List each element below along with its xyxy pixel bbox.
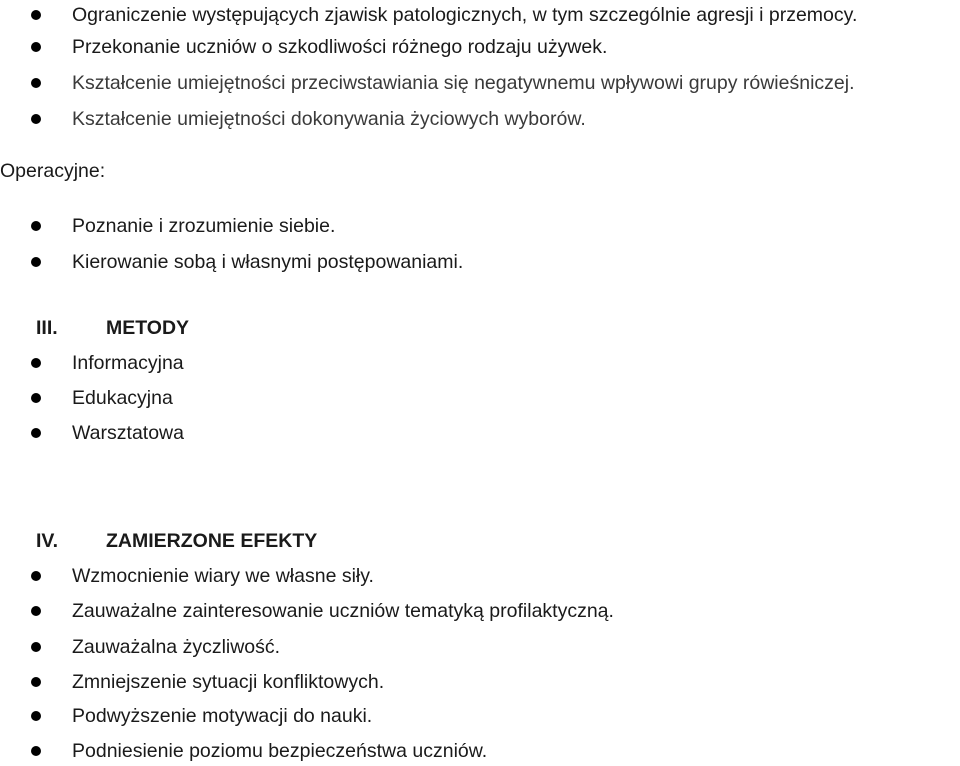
- list-item-text: Przekonanie uczniów o szkodliwości różnego rodzaju używek.: [72, 36, 608, 58]
- bullet-icon: [31, 571, 41, 581]
- list-item-text: Zauważalna życzliwość.: [72, 636, 281, 658]
- bullet-icon: [31, 428, 41, 438]
- bullet-icon: [31, 711, 41, 721]
- list-item-text: Podniesienie poziomu bezpieczeństwa uczniów.: [72, 740, 488, 762]
- list-item-text: Kształcenie umiejętności przeciwstawiania się negatywnemu wpływowi grupy rówieśniczej.: [72, 72, 855, 94]
- bullet-icon: [31, 221, 41, 231]
- section-title: ZAMIERZONE EFEKTY: [106, 530, 318, 552]
- bullet-icon: [31, 642, 41, 652]
- bullet-icon: [31, 114, 41, 124]
- list-item-text: Kształcenie umiejętności dokonywania życiowych wyborów.: [72, 108, 586, 130]
- bullet-icon: [31, 42, 41, 52]
- list-item-text: Poznanie i zrozumienie siebie.: [72, 215, 336, 237]
- list-item-text: Ograniczenie występujących zjawisk patologicznych, w tym szczególnie agresji i przemocy.: [72, 4, 858, 26]
- bullet-icon: [31, 746, 41, 756]
- section-number: III.: [36, 317, 58, 339]
- list-item-text: Warsztatowa: [72, 422, 184, 444]
- list-item-text: Edukacyjna: [72, 387, 173, 409]
- bullet-icon: [31, 257, 41, 267]
- list-item-text: Wzmocnienie wiary we własne siły.: [72, 565, 374, 587]
- bullet-icon: [31, 677, 41, 687]
- bullet-icon: [31, 606, 41, 616]
- bullet-icon: [31, 10, 41, 20]
- list-item-text: Kierowanie sobą i własnymi postępowaniami.: [72, 251, 464, 273]
- list-item-text: Zmniejszenie sytuacji konfliktowych.: [72, 671, 385, 693]
- bullet-icon: [31, 358, 41, 368]
- section-number: IV.: [36, 530, 59, 552]
- list-item-text: Informacyjna: [72, 352, 184, 374]
- operacyjne-label: Operacyjne:: [0, 160, 106, 182]
- list-item-text: Podwyższenie motywacji do nauki.: [72, 705, 373, 727]
- bullet-icon: [31, 78, 41, 88]
- list-item-text: Zauważalne zainteresowanie uczniów tematyką profilaktyczną.: [72, 600, 614, 622]
- bullet-icon: [31, 393, 41, 403]
- section-title: METODY: [106, 317, 190, 339]
